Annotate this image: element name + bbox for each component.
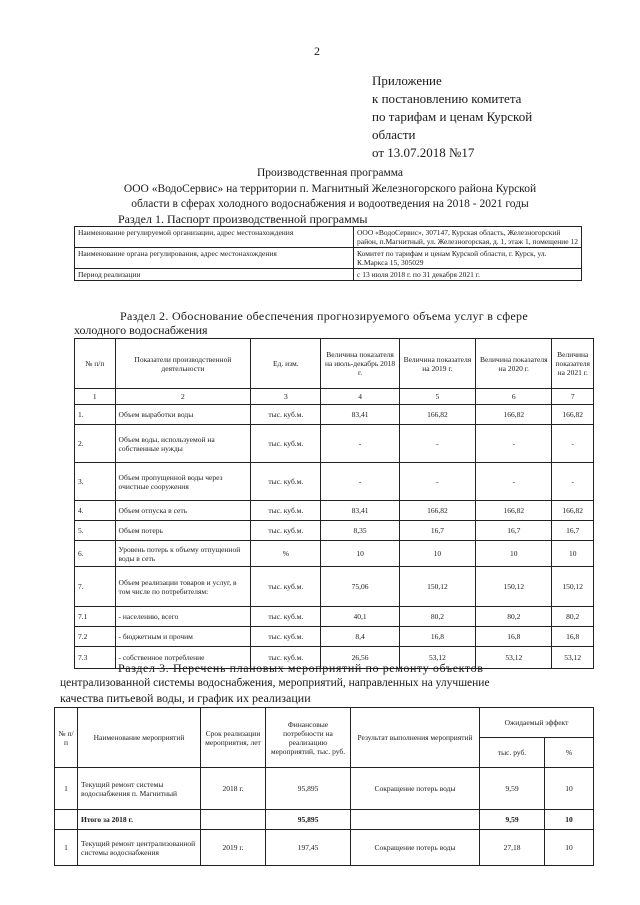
row-unit: %: [251, 541, 321, 567]
col-header: Величина показателя на 2020 г.: [476, 339, 552, 389]
col-header: № п/п: [55, 708, 78, 768]
row-finance: 197,45: [266, 830, 351, 866]
col-header: Финансовые потребности на реализацию мероприятий, тыс. руб.: [266, 708, 351, 768]
col-number: 1: [75, 389, 116, 405]
row-value: 166,82: [552, 405, 594, 425]
row-unit: тыс. куб.м.: [251, 627, 321, 647]
row-value: 16,7: [476, 521, 552, 541]
row-number: 7.3: [75, 647, 116, 669]
row-value: 150,12: [476, 567, 552, 607]
table-header-row: [75, 339, 594, 389]
row-number: [55, 810, 78, 830]
row-unit: тыс. куб.м.: [251, 567, 321, 607]
row-term: [201, 810, 266, 830]
row-value: 166,82: [476, 405, 552, 425]
row-name: Текущий ремонт централизованной системы водоснабжения: [78, 830, 201, 866]
row-unit: тыс. куб.м.: [251, 647, 321, 669]
col-number: 3: [251, 389, 321, 405]
row-effect-rub: 9,59: [480, 768, 545, 810]
row-name: Объем пропущенной воды через очистные сооружения: [115, 463, 251, 501]
row-name: - бюджетным и прочим: [115, 627, 251, 647]
row-number: 2.: [75, 425, 116, 463]
passport-value: ООО «ВодоСервис», 307147, Курская область, Железногорский район, п.Магнитный, ул. Железногорская, д. 1, этаж 1, помещение 12: [354, 227, 582, 248]
row-number: 4.: [75, 501, 116, 521]
row-value: 8,35: [321, 521, 399, 541]
row-value: 166,82: [476, 501, 552, 521]
row-name: - собственное потребление: [115, 647, 251, 669]
col-header: %: [545, 738, 594, 768]
row-value: 80,2: [476, 607, 552, 627]
col-header: Показатели производственной деятельности: [115, 339, 251, 389]
appendix-block: [372, 72, 532, 162]
row-unit: тыс. куб.м.: [251, 405, 321, 425]
table-row: [75, 501, 594, 521]
row-finance: 95,895: [266, 810, 351, 830]
row-value: 75,06: [321, 567, 399, 607]
measures-table: [54, 707, 594, 866]
appendix-line: от 13.07.2018 №17: [372, 145, 475, 160]
table-row: [55, 768, 594, 810]
row-number: 1: [55, 768, 78, 810]
row-number: 7.2: [75, 627, 116, 647]
row-number: 1: [55, 830, 78, 866]
section2-heading: холодного водоснабжения: [74, 323, 208, 337]
col-header: Срок реализации мероприятия, лет: [201, 708, 266, 768]
table-row: [75, 463, 594, 501]
row-value: 10: [552, 541, 594, 567]
row-name: Объем потерь: [115, 521, 251, 541]
table-row: [75, 227, 582, 248]
row-term: 2018 г.: [201, 768, 266, 810]
row-value: 53,12: [476, 647, 552, 669]
row-unit: тыс. куб.м.: [251, 501, 321, 521]
row-value: 8,4: [321, 627, 399, 647]
row-value: -: [552, 425, 594, 463]
row-unit: тыс. куб.м.: [251, 425, 321, 463]
col-number-row: [75, 389, 594, 405]
row-effect-pct: 10: [545, 830, 594, 866]
row-value: 16,8: [476, 627, 552, 647]
row-number: 6.: [75, 541, 116, 567]
program-org-line: области в сферах холодного водоснабжения и водоотведения на 2018 - 2021 годы: [131, 198, 529, 210]
row-effect-rub: 27,18: [480, 830, 545, 866]
table-row: [55, 830, 594, 866]
table-row: [75, 425, 594, 463]
row-result: Сокращение потерь воды: [351, 768, 480, 810]
row-effect-rub: 9,59: [480, 810, 545, 830]
row-name: Итого за 2018 г.: [78, 810, 201, 830]
row-value: 26,56: [321, 647, 399, 669]
row-result: [351, 810, 480, 830]
row-name: Объем отпуска в сеть: [115, 501, 251, 521]
col-number: 5: [399, 389, 475, 405]
page-number: 2: [314, 44, 320, 58]
row-finance: 95,895: [266, 768, 351, 810]
row-unit: тыс. куб.м.: [251, 463, 321, 501]
row-name: Объем выработки воды: [115, 405, 251, 425]
row-value: 166,82: [399, 405, 475, 425]
col-header: Величина показателя на 2021 г.: [552, 339, 594, 389]
row-name: Объем реализации товаров и услуг, в том числе по потребителям:: [115, 567, 251, 607]
row-value: 16,8: [399, 627, 475, 647]
row-number: 3.: [75, 463, 116, 501]
row-value: 16,7: [552, 521, 594, 541]
program-org-line: ООО «ВодоСервис» на территории п. Магнитный Железногорского района Курской: [123, 183, 537, 195]
row-term: 2019 г.: [201, 830, 266, 866]
row-result: Сокращение потерь воды: [351, 830, 480, 866]
row-effect-pct: 10: [545, 810, 594, 830]
table-row: [75, 541, 594, 567]
table-row: [75, 607, 594, 627]
table-header-row: [55, 708, 594, 738]
row-value: 53,12: [399, 647, 475, 669]
row-value: 40,1: [321, 607, 399, 627]
col-number: 7: [552, 389, 594, 405]
row-value: 166,82: [552, 501, 594, 521]
row-value: -: [321, 463, 399, 501]
volume-table: [74, 338, 594, 669]
section3-heading: Раздел 3. Перечень плановых мероприятий по ремонту объектов: [118, 661, 484, 675]
row-name: Уровень потерь к объему отпущенной воды в сеть: [115, 541, 251, 567]
section2-heading: Раздел 2. Обоснование обеспечения прогнозируемого объема услуг в сфере: [120, 309, 528, 323]
passport-label: Наименование органа регулирования, адрес местонахождения: [75, 248, 354, 269]
col-header: Результат выполнения мероприятий: [351, 708, 480, 768]
row-value: 80,2: [399, 607, 475, 627]
row-value: -: [552, 463, 594, 501]
row-value: -: [399, 425, 475, 463]
row-unit: тыс. куб.м.: [251, 521, 321, 541]
col-number: 6: [476, 389, 552, 405]
appendix-line: по тарифам и ценам Курской: [372, 109, 533, 124]
row-value: 10: [321, 541, 399, 567]
row-value: 150,12: [552, 567, 594, 607]
table-row: [75, 627, 594, 647]
row-value: -: [476, 425, 552, 463]
row-value: -: [476, 463, 552, 501]
passport-table: [74, 226, 582, 281]
passport-value: Комитет по тарифам и ценам Курской области, г. Курск, ул. К.Маркса 15, 305029: [354, 248, 582, 269]
row-value: 80,2: [552, 607, 594, 627]
row-value: 150,12: [399, 567, 475, 607]
row-value: 16,7: [399, 521, 475, 541]
appendix-line: Приложение: [372, 73, 442, 88]
col-number: 2: [115, 389, 251, 405]
appendix-line: к постановлению комитета: [372, 91, 522, 106]
row-name: Объем воды, используемой на собственные нужды: [115, 425, 251, 463]
row-value: -: [399, 463, 475, 501]
row-effect-pct: 10: [545, 768, 594, 810]
col-number: 4: [321, 389, 399, 405]
col-header: Ожидаемый эффект: [480, 708, 594, 738]
row-value: 10: [476, 541, 552, 567]
row-unit: тыс. куб.м.: [251, 607, 321, 627]
section3-heading: качества питьевой воды, и график их реализации: [60, 691, 311, 705]
table-row: [75, 248, 582, 269]
col-header: № п/п: [75, 339, 116, 389]
row-number: 7.: [75, 567, 116, 607]
col-header: Величина показателя на 2019 г.: [399, 339, 475, 389]
table-row: [75, 521, 594, 541]
passport-label: Наименование регулируемой организации, адрес местонахождения: [75, 227, 354, 248]
row-value: 10: [399, 541, 475, 567]
table-row: [75, 269, 582, 281]
row-name: - населению, всего: [115, 607, 251, 627]
program-title: Производственная программа: [256, 167, 404, 179]
passport-value: с 13 июля 2018 г. по 31 декабря 2021 г.: [354, 269, 582, 281]
table-row: [75, 405, 594, 425]
row-value: 83,41: [321, 405, 399, 425]
col-header: Ед. изм.: [251, 339, 321, 389]
col-header: тыс. руб.: [480, 738, 545, 768]
row-value: 16,8: [552, 627, 594, 647]
col-header: Величина показателя на июль-декабрь 2018 г.: [321, 339, 399, 389]
row-value: 53,12: [552, 647, 594, 669]
appendix-line: области: [372, 127, 416, 142]
passport-label: Период реализации: [75, 269, 354, 281]
row-number: 5.: [75, 521, 116, 541]
row-name: Текущий ремонт системы водоснабжения п. Магнитный: [78, 768, 201, 810]
row-value: 83,41: [321, 501, 399, 521]
row-value: -: [321, 425, 399, 463]
row-number: 7.1: [75, 607, 116, 627]
row-number: 1.: [75, 405, 116, 425]
row-value: 166,82: [399, 501, 475, 521]
table-total-row: [55, 810, 594, 830]
table-row: [75, 567, 594, 607]
section1-heading: Раздел 1. Паспорт производственной программы: [118, 212, 368, 226]
col-header: Наименование мероприятий: [78, 708, 201, 768]
section3-heading: централизованной системы водоснабжения, мероприятий, направленных на улучшение: [60, 677, 490, 689]
